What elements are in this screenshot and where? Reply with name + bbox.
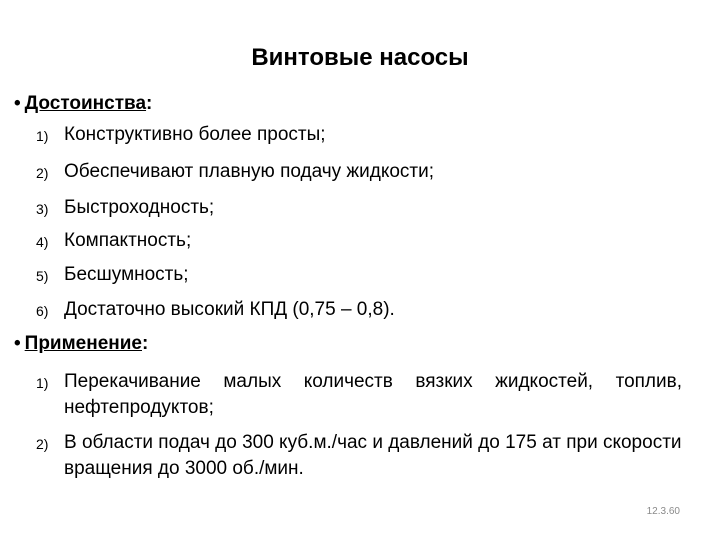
list-number: 5) bbox=[36, 268, 49, 284]
bullet-icon: • bbox=[14, 333, 21, 354]
advantages-heading-text: Достоинства bbox=[24, 93, 147, 114]
advantage-item-2 bbox=[36, 159, 682, 186]
list-item-text: В области подач до 300 куб.м./час и давлений до 175 ат при скорости вращения до 3000 об./мин. bbox=[64, 432, 682, 479]
list-item-text: Быстроходность; bbox=[64, 197, 215, 218]
advantage-item-5 bbox=[36, 262, 682, 289]
application-item-1 bbox=[36, 369, 682, 421]
list-number: 4) bbox=[36, 234, 49, 250]
list-number: 3) bbox=[36, 201, 49, 217]
list-item-text: Конструктивно более просты; bbox=[64, 124, 326, 145]
list-number: 2) bbox=[36, 165, 49, 181]
application-heading bbox=[14, 332, 148, 356]
list-item-text: Перекачивание малых количеств вязких жидкостей, топлив, нефтепродуктов; bbox=[64, 371, 682, 418]
list-number: 1) bbox=[36, 128, 49, 144]
list-item-text: Обеспечивают плавную подачу жидкости; bbox=[64, 161, 435, 182]
advantage-item-4 bbox=[36, 228, 682, 255]
list-item-text: Достаточно высокий КПД (0,75 – 0,8). bbox=[64, 299, 395, 320]
application-heading-text: Применение bbox=[24, 333, 142, 354]
bullet-icon: • bbox=[14, 93, 21, 114]
slide-number: 12.3.60 bbox=[646, 506, 680, 517]
advantage-item-6 bbox=[36, 297, 682, 324]
list-number: 6) bbox=[36, 303, 49, 319]
advantages-colon: : bbox=[146, 93, 153, 114]
application-item-2 bbox=[36, 430, 682, 482]
advantage-item-1 bbox=[36, 122, 682, 149]
list-item-text: Бесшумность; bbox=[64, 264, 189, 285]
application-colon: : bbox=[142, 333, 149, 354]
advantages-heading bbox=[14, 92, 152, 116]
slide-title: Винтовые насосы bbox=[251, 44, 469, 71]
list-number: 2) bbox=[36, 436, 49, 452]
list-number: 1) bbox=[36, 375, 49, 391]
advantage-item-3 bbox=[36, 195, 682, 222]
list-item-text: Компактность; bbox=[64, 230, 192, 251]
